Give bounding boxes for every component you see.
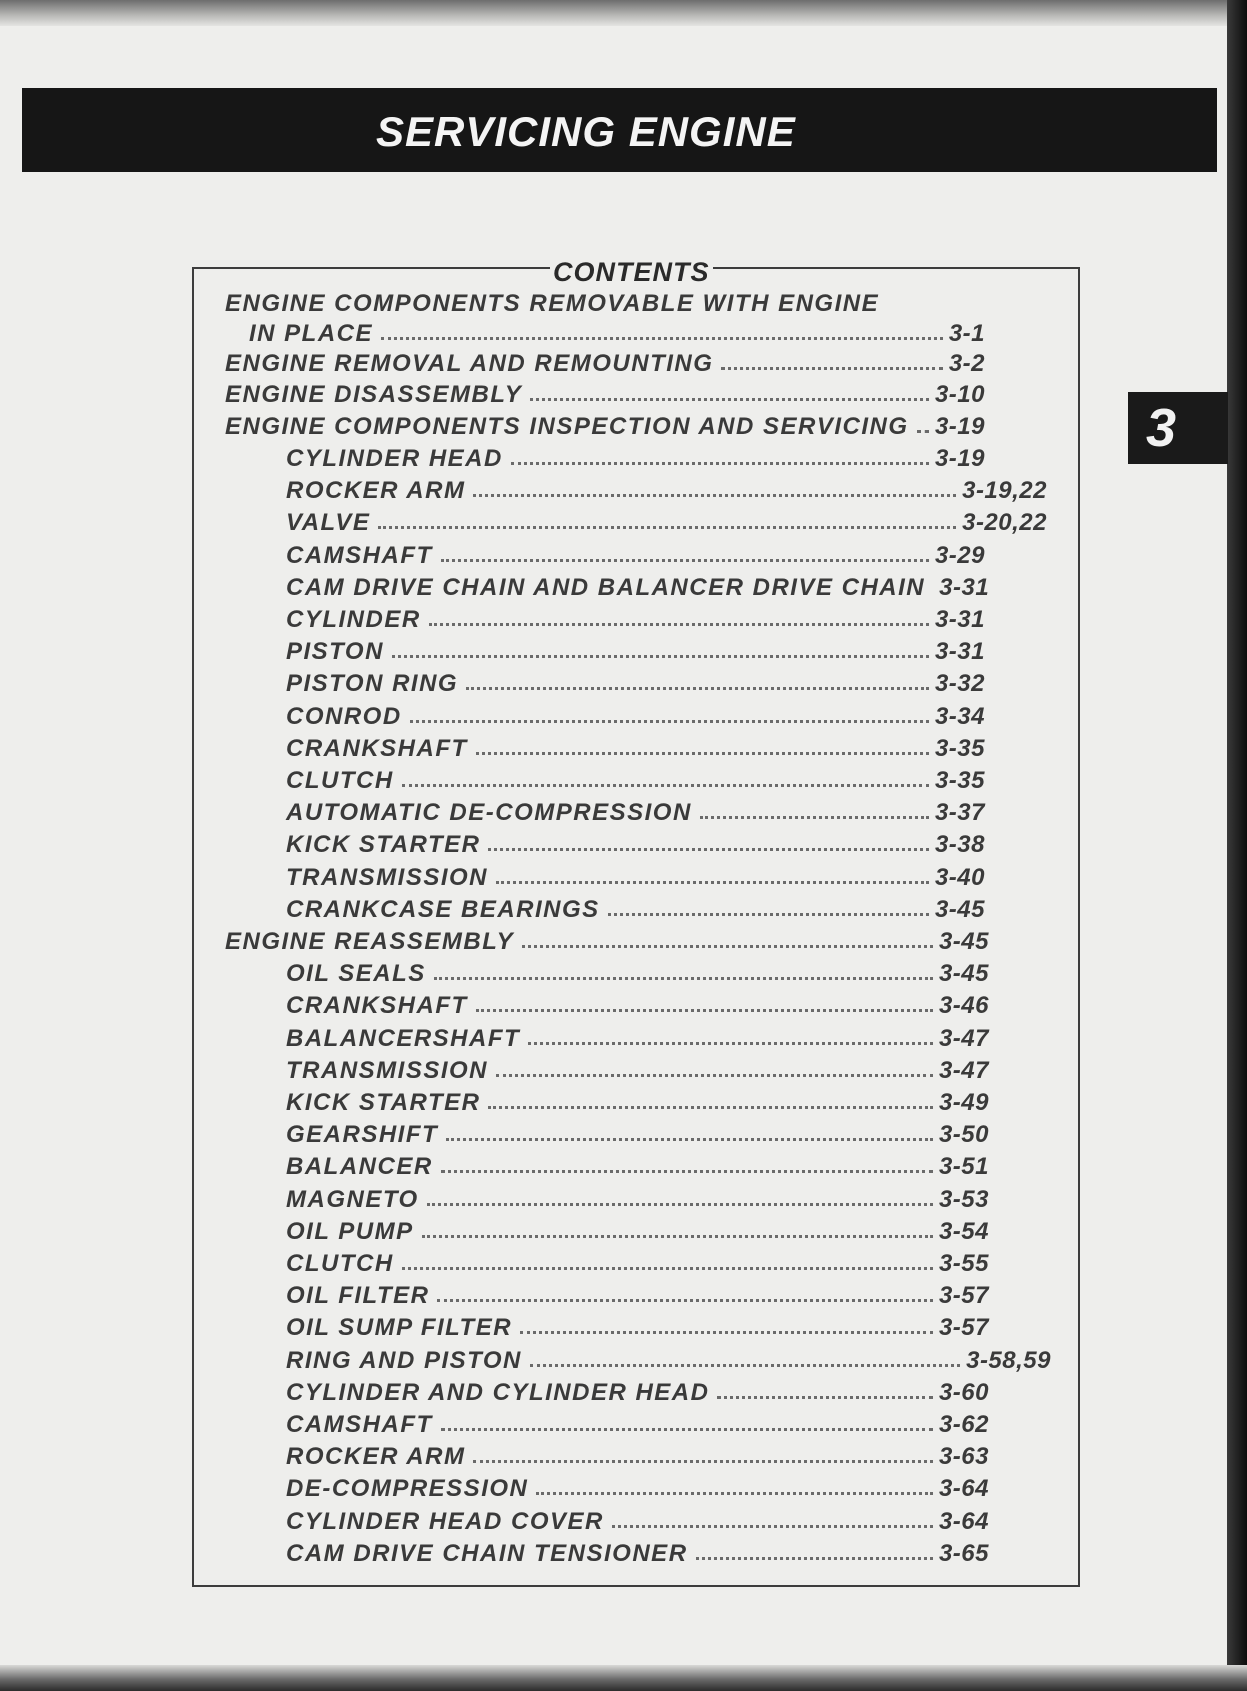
toc-entry-title: TRANSMISSION [286, 1057, 489, 1084]
toc-dot-leader [402, 1267, 933, 1270]
toc-dot-leader [700, 816, 929, 819]
toc-entry-page: 3-20,22 [962, 509, 1047, 536]
toc-entry-page: 3-50 [938, 1121, 989, 1148]
toc-dot-leader [520, 1331, 933, 1334]
toc-entry-title: KICK STARTER [286, 1089, 481, 1116]
toc-entry [286, 767, 985, 797]
toc-dot-leader [612, 1525, 933, 1528]
toc-entry-title: KICK STARTER [286, 831, 481, 858]
toc-entry-page: 3-31 [939, 574, 990, 601]
toc-entry [286, 670, 985, 700]
toc-entry [286, 896, 985, 926]
toc-entry-title: ENGINE COMPONENTS INSPECTION AND SERVICING [225, 413, 909, 440]
toc-entry-page: 3-54 [938, 1218, 989, 1245]
toc-entry [286, 960, 989, 990]
toc-entry-page: 3-35 [934, 767, 985, 794]
toc-entry [225, 350, 985, 380]
toc-entry-page: 3-47 [938, 1025, 989, 1052]
toc-entry-title: CRANKCASE BEARINGS [286, 896, 600, 923]
toc-entry-title: BALANCER [286, 1153, 433, 1180]
toc-entry-title: TRANSMISSION [286, 864, 489, 891]
toc-dot-leader [410, 720, 929, 723]
toc-entry [286, 1186, 989, 1216]
toc-entry-page: 3-1 [948, 320, 985, 347]
toc-entry [225, 413, 985, 443]
toc-dot-leader [441, 1170, 933, 1173]
toc-entry-page: 3-49 [938, 1089, 989, 1116]
toc-entry-title: CYLINDER AND CYLINDER HEAD [286, 1379, 710, 1406]
toc-entry-title: CLUTCH [286, 767, 394, 794]
toc-intro-line [225, 290, 879, 320]
toc-dot-leader [434, 977, 933, 980]
toc-entry-title: CYLINDER [286, 606, 421, 633]
toc-entry [286, 509, 1047, 539]
toc-entry-title: CONROD [286, 703, 402, 730]
toc-entry [286, 1282, 989, 1312]
toc-entry-page: 3-62 [938, 1411, 989, 1438]
toc-dot-leader [488, 848, 929, 851]
toc-dot-leader [441, 1428, 933, 1431]
toc-dot-leader [717, 1396, 932, 1399]
toc-entry-title: PISTON RING [286, 670, 459, 697]
toc-dot-leader [446, 1138, 933, 1141]
toc-entry-page: 3-55 [938, 1250, 989, 1277]
toc-dot-leader [476, 1009, 933, 1012]
toc-entry-title: CAMSHAFT [286, 1411, 433, 1438]
toc-entry [286, 1250, 989, 1280]
toc-entry [286, 1314, 989, 1344]
toc-entry [286, 1089, 989, 1119]
toc-entry [286, 445, 985, 475]
toc-dot-leader [466, 687, 929, 690]
toc-dot-leader [496, 1074, 933, 1077]
toc-entry [286, 638, 985, 668]
toc-entry-page: 3-51 [938, 1153, 989, 1180]
toc-dot-leader [473, 1460, 933, 1463]
toc-entry-page: 3-58,59 [966, 1347, 1051, 1374]
toc-dot-leader [696, 1557, 933, 1560]
page-title: SERVICING ENGINE [376, 108, 796, 155]
toc-entry [286, 831, 985, 861]
toc-entry [286, 574, 990, 604]
toc-entry-title: OIL SUMP FILTER [286, 1314, 513, 1341]
toc-entry-title: CLUTCH [286, 1250, 394, 1277]
toc-dot-leader [528, 1042, 933, 1045]
toc-entry-title: MAGNETO [286, 1186, 419, 1213]
toc-entry [286, 992, 989, 1022]
toc-dot-leader [476, 752, 929, 755]
toc-entry-page: 3-45 [938, 960, 989, 987]
toc-entry [286, 799, 985, 829]
toc-entry-page: 3-31 [934, 638, 985, 665]
toc-entry-title: OIL PUMP [286, 1218, 414, 1245]
toc-dot-leader [530, 1364, 960, 1367]
toc-entry [286, 606, 985, 636]
toc-entry [286, 477, 1047, 507]
toc-entry-title: GEARSHIFT [286, 1121, 439, 1148]
toc-dot-leader [608, 913, 929, 916]
toc-entry-page: 3-40 [934, 864, 985, 891]
toc-entry-page: 3-2 [948, 350, 985, 377]
toc-entry-title: CAMSHAFT [286, 542, 433, 569]
toc-entry-page: 3-45 [934, 896, 985, 923]
toc-dot-leader [437, 1299, 933, 1302]
toc-entry-page: 3-53 [938, 1186, 989, 1213]
toc-entry-title: AUTOMATIC DE-COMPRESSION [286, 799, 692, 826]
toc-entry-title: BALANCERSHAFT [286, 1025, 521, 1052]
toc-entry [286, 1508, 989, 1538]
toc-entry [225, 381, 985, 411]
toc-entry-title: CAM DRIVE CHAIN AND BALANCER DRIVE CHAIN [286, 574, 926, 601]
toc-entry [286, 1379, 989, 1409]
toc-entry-page: 3-34 [934, 703, 985, 730]
toc-entry-page: 3-60 [938, 1379, 989, 1406]
toc-entry-title: ENGINE REASSEMBLY [225, 928, 515, 955]
toc-entry-title: ENGINE DISASSEMBLY [225, 381, 523, 408]
toc-dot-leader [392, 655, 929, 658]
toc-entry-page: 3-19 [934, 445, 985, 472]
toc-dot-leader [402, 784, 929, 787]
toc-entry [286, 703, 985, 733]
toc-dot-leader [496, 881, 929, 884]
toc-dot-leader [917, 430, 929, 433]
contents-title: CONTENTS [550, 256, 713, 288]
toc-entry [286, 1025, 989, 1055]
toc-entry [286, 1153, 989, 1183]
toc-entry-title: PISTON [286, 638, 384, 665]
toc-entry-page: 3-45 [938, 928, 989, 955]
toc-entry-title: IN PLACE [249, 320, 374, 347]
toc-entry [286, 864, 985, 894]
toc-dot-leader [488, 1106, 933, 1109]
toc-entry-page: 3-19,22 [962, 477, 1047, 504]
toc-entry-title: OIL FILTER [286, 1282, 430, 1309]
toc-entry-page: 3-38 [934, 831, 985, 858]
toc-entry [286, 542, 985, 572]
toc-entry [286, 1443, 989, 1473]
toc-dot-leader [522, 945, 933, 948]
toc-dot-leader [427, 1203, 933, 1206]
toc-entry-page: 3-37 [934, 799, 985, 826]
toc-entry [286, 1540, 989, 1570]
toc-entry-page: 3-35 [934, 735, 985, 762]
toc-dot-leader [429, 623, 929, 626]
toc-dot-leader [381, 337, 943, 340]
toc-entry-page: 3-47 [938, 1057, 989, 1084]
toc-entry-page: 3-65 [938, 1540, 989, 1567]
toc-entry-title: OIL SEALS [286, 960, 426, 987]
toc-entry [286, 1347, 1051, 1377]
toc-entry-title: CRANKSHAFT [286, 992, 468, 1019]
toc-entry-title: CAM DRIVE CHAIN TENSIONER [286, 1540, 688, 1567]
toc-entry-page: 3-64 [938, 1508, 989, 1535]
toc-dot-leader [530, 398, 929, 401]
toc-dot-leader [473, 494, 956, 497]
toc-dot-leader [441, 559, 929, 562]
toc-entry-page: 3-46 [938, 992, 989, 1019]
toc-entry [286, 735, 985, 765]
toc-dot-leader [378, 526, 956, 529]
toc-entry-page: 3-64 [938, 1475, 989, 1502]
toc-entry [286, 1218, 989, 1248]
toc-entry [286, 1475, 989, 1505]
toc-entry-title: CYLINDER HEAD [286, 445, 503, 472]
toc-entry [286, 1411, 989, 1441]
toc-entry-title: ENGINE COMPONENTS REMOVABLE WITH ENGINE [225, 290, 880, 317]
toc-entry-page: 3-31 [934, 606, 985, 633]
toc-dot-leader [422, 1235, 933, 1238]
toc-entry-page: 3-57 [938, 1282, 989, 1309]
toc-dot-leader [536, 1492, 933, 1495]
toc-entry-page: 3-57 [938, 1314, 989, 1341]
toc-entry-title: ENGINE REMOVAL AND REMOUNTING [225, 350, 714, 377]
toc-entry-page: 3-29 [934, 542, 985, 569]
toc-entry-title: CRANKSHAFT [286, 735, 468, 762]
toc-entry-page: 3-63 [938, 1443, 989, 1470]
toc-entry [249, 320, 985, 350]
toc-entry [225, 928, 989, 958]
toc-dot-leader [721, 367, 942, 370]
toc-entry-title: VALVE [286, 509, 371, 536]
toc-entry [286, 1121, 989, 1151]
toc-entry-title: CYLINDER HEAD COVER [286, 1508, 604, 1535]
toc-entry-page: 3-32 [934, 670, 985, 697]
toc-dot-leader [511, 462, 929, 465]
chapter-number: 3 [1146, 398, 1177, 458]
toc-entry-title: RING AND PISTON [286, 1347, 522, 1374]
toc-entry-page: 3-10 [934, 381, 985, 408]
toc-entry-title: DE-COMPRESSION [286, 1475, 529, 1502]
toc-entry-page: 3-19 [934, 413, 985, 440]
toc-entry-title: ROCKER ARM [286, 1443, 466, 1470]
toc-entry [286, 1057, 989, 1087]
toc-entry-title: ROCKER ARM [286, 477, 466, 504]
